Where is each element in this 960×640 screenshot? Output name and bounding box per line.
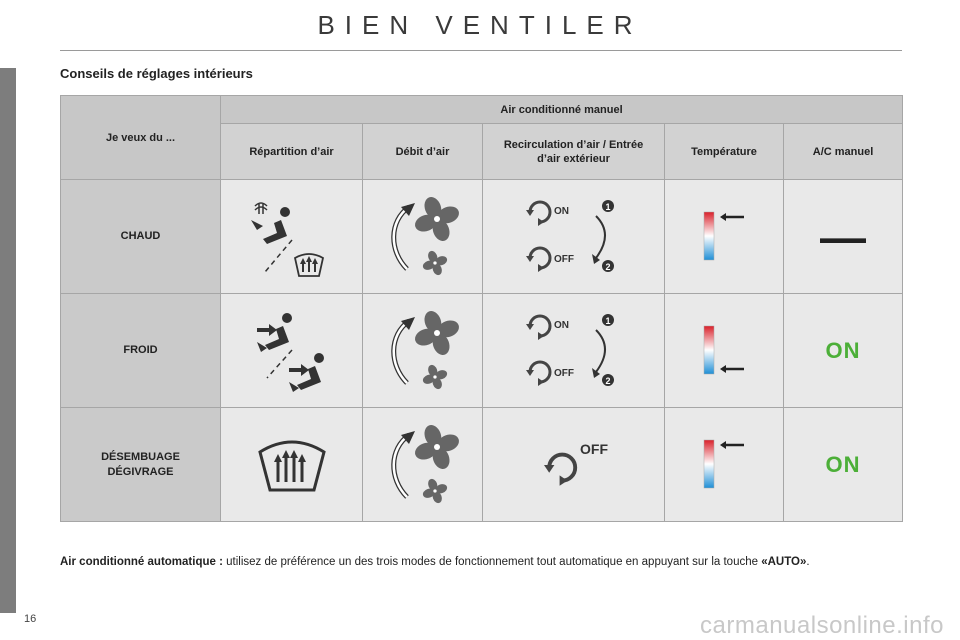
recirc-off-label: OFF [579,440,608,457]
windscreen-demist-icon [252,430,332,500]
fan-speed-icon [373,417,473,512]
air-flow-cell [363,180,483,294]
recirculation-off-icon [514,430,634,500]
air-distribution-cell [221,294,363,408]
ac-manual-cell [784,180,903,294]
recirculation-cell [483,294,665,408]
header-recirculation: Recirculation d’air / Entrée d’air extérieur [483,124,665,180]
auto-ac-lead: Air conditionné automatique : [60,556,223,568]
title-divider [60,50,902,51]
air-distribution-cell [221,180,363,294]
air-flow-cell [363,408,483,522]
table-row-demist [61,408,903,522]
ac-on-label: ON [825,451,861,477]
recirculation-cell [483,408,665,522]
auto-ac-note [60,556,905,569]
thermometer-hot-icon [694,207,754,267]
step-1-badge: 1 [604,201,611,212]
row-label-cold: FROID [61,294,221,408]
step-2-badge: 2 [604,261,611,272]
step-2-badge: 2 [604,375,611,386]
ac-off-dash: — [820,210,867,263]
temperature-cell [665,294,784,408]
settings-table [60,95,903,522]
air-flow-cell [363,294,483,408]
ac-on-label: ON [825,337,861,363]
temperature-cell [665,180,784,294]
row-label-hot: CHAUD [61,180,221,294]
air-distribution-cell [221,408,363,522]
header-want: Je veux du ... [61,96,221,180]
recirc-on-label: ON [553,319,569,331]
header-manual-ac: Air conditionné manuel [221,96,903,124]
section-heading: Conseils de réglages intérieurs [60,66,253,81]
fan-speed-icon [373,189,473,284]
auto-key-label: «AUTO» [761,556,807,568]
recirc-off-label: OFF [553,367,574,379]
header-ac-manual: A/C manuel [784,124,903,180]
auto-ac-end: . [806,556,810,568]
thermometer-hot-icon [694,435,754,495]
ac-manual-cell [784,294,903,408]
step-1-badge: 1 [604,315,611,326]
table-row-hot [61,180,903,294]
thermometer-cold-icon [694,321,754,381]
auto-ac-text: utilisez de préférence un des trois modes de fonctionnement tout automatique en appuyant sur la touche [222,556,762,568]
page-title: BIEN VENTILER [317,10,643,40]
ac-manual-cell [784,408,903,522]
recirculation-cell [483,180,665,294]
row-label-demist: DÉSEMBUAGE DÉGIVRAGE [61,408,221,522]
recirc-on-label: ON [553,205,569,217]
temperature-cell [665,408,784,522]
recirc-off-label: OFF [553,253,574,265]
side-tab [0,68,16,613]
site-watermark: carmanualsonline.info [700,612,944,639]
header-air-flow: Débit d’air [363,124,483,180]
table-row-cold [61,294,903,408]
recirculation-sequence-icon [514,306,634,396]
page-number: 16 [24,613,37,625]
header-temperature: Température [665,124,784,180]
recirculation-sequence-icon [514,192,634,282]
fan-speed-icon [373,303,473,398]
windscreen-feet-distribution-icon [237,192,347,282]
header-air-distribution: Répartition d’air [221,124,363,180]
face-feet-distribution-icon [237,306,347,396]
